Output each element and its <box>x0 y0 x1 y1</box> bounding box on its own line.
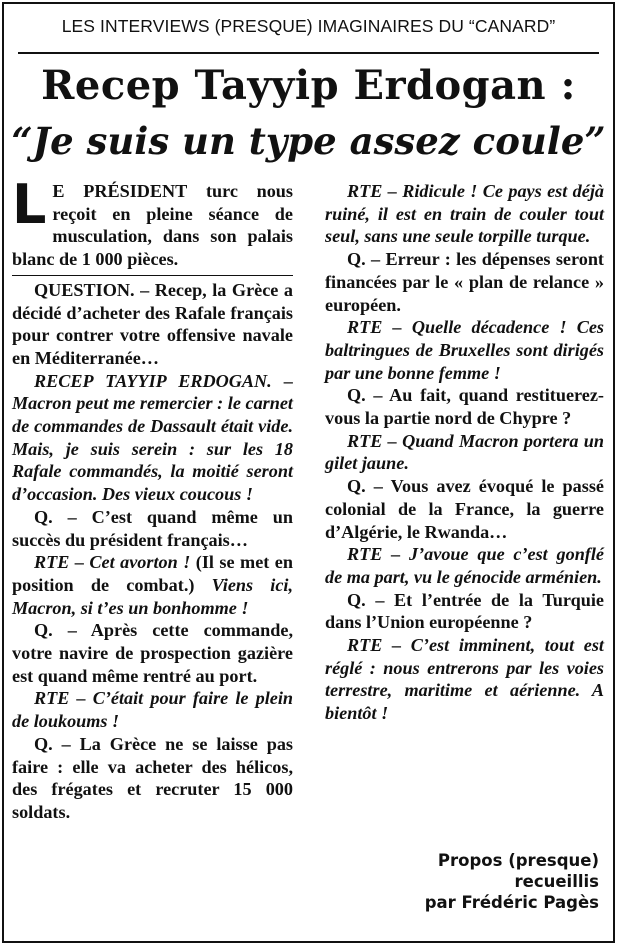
answer-paragraph <box>12 551 293 619</box>
answer-paragraph: RTE – Quand Macron portera un gilet jaune. <box>325 430 604 474</box>
intro-smallcaps: E PRÉSIDENT <box>52 181 188 201</box>
question-paragraph: Q. – Et l’entrée de la Turquie dans l’Union européenne ? <box>325 589 604 633</box>
stage-direction: (Il se met en position de combat.) <box>12 552 293 595</box>
drop-cap: L <box>12 173 47 236</box>
author-signature <box>425 850 599 913</box>
answer-text: RTE – Cet avorton ! <box>34 552 196 573</box>
answer-paragraph: RTE – J’avoue que c’est gonflé de ma part, vu le génocide arménien. <box>325 544 604 587</box>
question-paragraph: Q. – Erreur : les dépenses seront financées par le « plan de relance » européen. <box>325 249 604 315</box>
signature-line: Propos (presque) <box>437 851 599 870</box>
kicker-divider <box>18 52 599 54</box>
question-paragraph: Q. – La Grèce ne se laisse pas faire : elle va acheter des hélicos, des frégates et recruter 15 000 soldats. <box>12 733 293 822</box>
answer-paragraph: RTE – Quelle décadence ! Ces baltringues de Bruxelles sont dirigés par une bonne femme ! <box>325 317 604 383</box>
intro-divider <box>12 275 293 276</box>
question-paragraph: Q. – Au fait, quand restituerez-vous la partie nord de Chypre ? <box>325 385 604 429</box>
signature-line: recueillis <box>514 872 599 891</box>
answer-paragraph: RECEP TAYYIP ERDOGAN. – Macron peut me remercier : le carnet de commandes de Dassault était vide. Mais, je suis serein : sur les 18 Rafale commandés, la moitié seront d’occasion. Des vieux coucous ! <box>12 370 293 505</box>
question-paragraph: Q. – C’est quand même un succès du président français… <box>12 506 293 550</box>
answer-paragraph: RTE – C’est imminent, tout est réglé : nous entrerons par les voies terrestre, maritime et aérienne. A bientôt ! <box>325 635 604 724</box>
answer-text: Viens ici, Macron, si t’es un bonhomme ! <box>12 574 294 618</box>
answer-paragraph: RTE – Ridicule ! Ce pays est déjà ruiné, il est en train de couler tout seul, sans une seule torpille turque. <box>325 181 604 247</box>
signature-author: par Frédéric Pagès <box>424 893 599 912</box>
intro-text: turc nous reçoit en pleine séance de musculation, dans son palais blanc de 1 000 pièces. <box>12 181 294 270</box>
answer-paragraph: RTE – C’était pour faire le plein de loukoums ! <box>12 688 293 732</box>
intro-paragraph <box>12 173 294 271</box>
right-column <box>325 180 604 725</box>
question-paragraph: QUESTION. – Recep, la Grèce a décidé d’acheter des Rafale français pour contrer votre offensive navale en Méditerranée… <box>12 279 293 368</box>
left-column <box>12 173 294 824</box>
subheadline-quote: “Je suis un type assez coule” <box>11 119 606 163</box>
question-paragraph: Q. – Vous avez évoqué le passé colonial de la France, la guerre d’Algérie, le Rwanda… <box>325 476 604 542</box>
headline: Recep Tayyip Erdogan : <box>41 62 576 109</box>
question-paragraph: Q. – Après cette commande, votre navire de prospection gazière est quand même rentré au port. <box>12 620 293 686</box>
series-kicker: LES INTERVIEWS (PRESQUE) IMAGINAIRES DU “CANARD” <box>61 16 556 36</box>
